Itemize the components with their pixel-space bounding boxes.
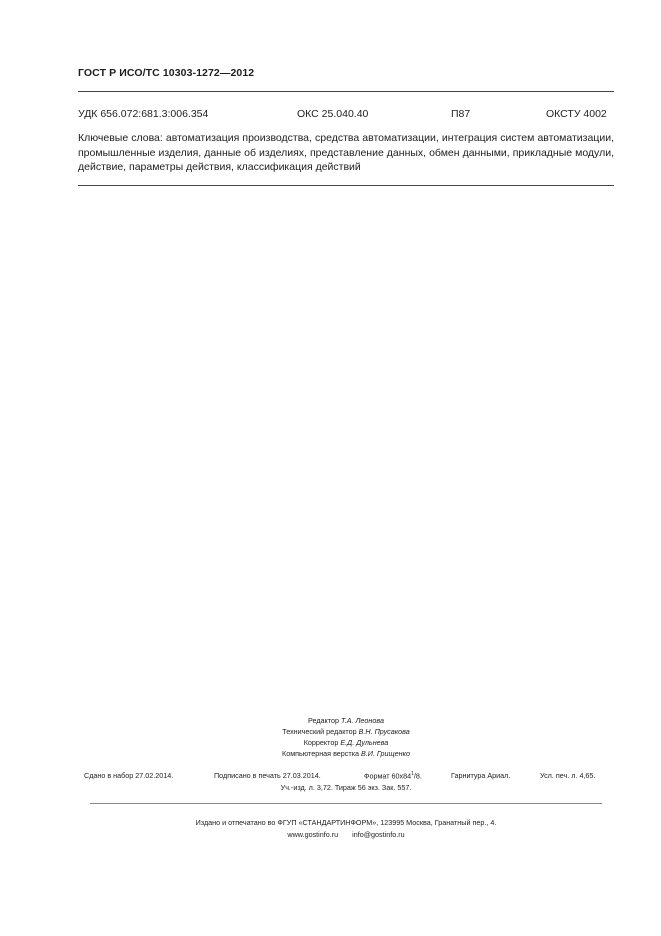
credit-name: Е.Д. Дульнева — [340, 738, 389, 747]
credit-tech-editor — [160, 727, 532, 738]
credit-proofreader — [160, 738, 532, 749]
credit-label: Технический редактор — [282, 727, 357, 736]
email-link[interactable]: info@gostinfo.ru — [352, 830, 405, 839]
credit-name: Т.А. Леонова — [340, 716, 384, 725]
publisher-line: Издано и отпечатано во ФГУП «СТАНДАРТИНФОРМ», 123995 Москва, Гранатный пер., 4. — [195, 818, 497, 827]
group-code: П87 — [451, 108, 471, 120]
credit-label: Корректор — [303, 738, 339, 747]
credit-name: В.И. Грищенко — [361, 749, 410, 758]
website-link[interactable]: www.gostinfo.ru — [287, 830, 339, 839]
format-prefix: Формат 60х84 — [364, 771, 412, 781]
keywords-paragraph: Ключевые слова: автоматизация производства, средства автоматизации, интеграция систем автоматизации, промышленные изделия, данные об изделиях, представление данных, обмен данными, прикладные модули, действие, параметры действия, классификация действий — [78, 132, 614, 173]
signed-date: Подписано в печать 27.03.2014. — [214, 771, 321, 780]
credit-editor — [160, 716, 532, 727]
paper-format — [364, 771, 422, 780]
print-run-line: Уч.-изд. л. 3,72. Тираж 56 экз. Зак. 557. — [280, 783, 412, 792]
credit-layout — [160, 749, 532, 760]
format-suffix: /8. — [413, 771, 422, 781]
typeface: Гарнитура Ариал. — [451, 771, 511, 780]
credit-label: Компьютерная верстка — [282, 749, 359, 758]
credit-name: В.Н. Прусакова — [358, 727, 410, 736]
header-divider — [78, 91, 614, 92]
printed-sheets: Усл. печ. л. 4,65. — [540, 771, 596, 780]
format-sup: 1 — [411, 771, 414, 777]
submitted-date: Сдано в набор 27.02.2014. — [84, 771, 174, 780]
imprint-divider — [90, 803, 602, 804]
udk-code: УДК 656.072:681.3:006.354 — [78, 108, 209, 120]
okstu-code: ОКСТУ 4002 — [546, 108, 607, 120]
credit-label: Редактор — [308, 716, 339, 725]
contact-line — [100, 830, 592, 839]
keywords-divider — [78, 185, 614, 186]
oks-code: ОКС 25.040.40 — [297, 108, 369, 120]
document-title: ГОСТ Р ИСО/ТС 10303-1272—2012 — [78, 67, 255, 79]
